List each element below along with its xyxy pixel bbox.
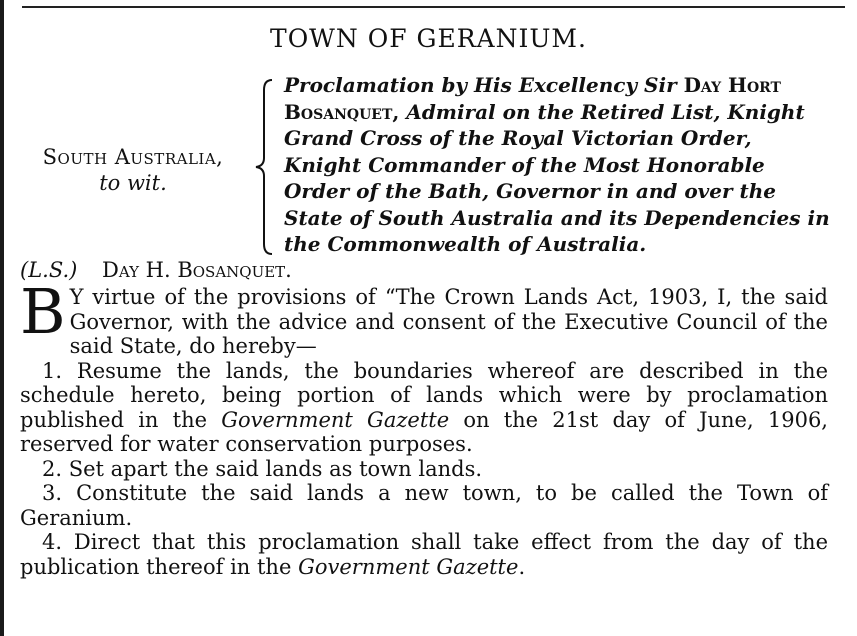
jurisdiction-block	[14, 144, 252, 196]
page-edge-bar	[0, 0, 4, 636]
proclamation-titles: Admiral on the Retired List, Knight Grand Cross of the Royal Victorian Order, Knight Commander of the Most Honorable Order of the Bath, Governor in and over the State of South Australia and its Dependencies in the Commonwealth of Australia.	[284, 99, 830, 256]
jurisdiction-state: South Australia,	[42, 145, 224, 169]
list-item: 4. Direct that this proclamation shall take effect from the day of the publication thereof in the Government Gazette.	[20, 530, 828, 579]
proclamation-intro: Proclamation by His Excellency Sir	[284, 73, 677, 97]
governor-name: Day Hort Bosanquet,	[284, 73, 781, 124]
seal-mark: (L.S.)	[20, 258, 78, 282]
jurisdiction-to-wit: to wit.	[99, 171, 167, 195]
gazette-reference: Government Gazette	[221, 407, 450, 432]
opening-paragraph	[20, 275, 828, 359]
proclamation-body	[20, 275, 828, 579]
curly-brace-icon	[252, 78, 278, 256]
proclamation-heading	[284, 72, 832, 258]
top-rule	[22, 6, 845, 8]
opening-text: Y virtue of the provisions of “The Crown Lands Act, 1903, I, the said Governor, with the advice and consent of the Executive Council of the said State, do hereby—	[69, 285, 828, 358]
list-item: 2. Set apart the said lands as town lands.	[42, 456, 483, 481]
signatory-name: Day H. Bosanquet.	[102, 258, 292, 282]
gazette-reference: Government Gazette	[298, 554, 519, 579]
notice-title: TOWN OF GERANIUM.	[270, 24, 587, 53]
drop-cap: B	[20, 275, 66, 348]
list-item: 3. Constitute the said lands a new town, to be called the Town of Geranium.	[20, 481, 828, 530]
list-item: 1. Resume the lands, the boundaries whereof are described in the schedule hereto, being portion of lands which were by proclamation published in the Government Gazette on the 21st day of June, 1906, reserved for water conservation purposes.	[20, 358, 828, 456]
